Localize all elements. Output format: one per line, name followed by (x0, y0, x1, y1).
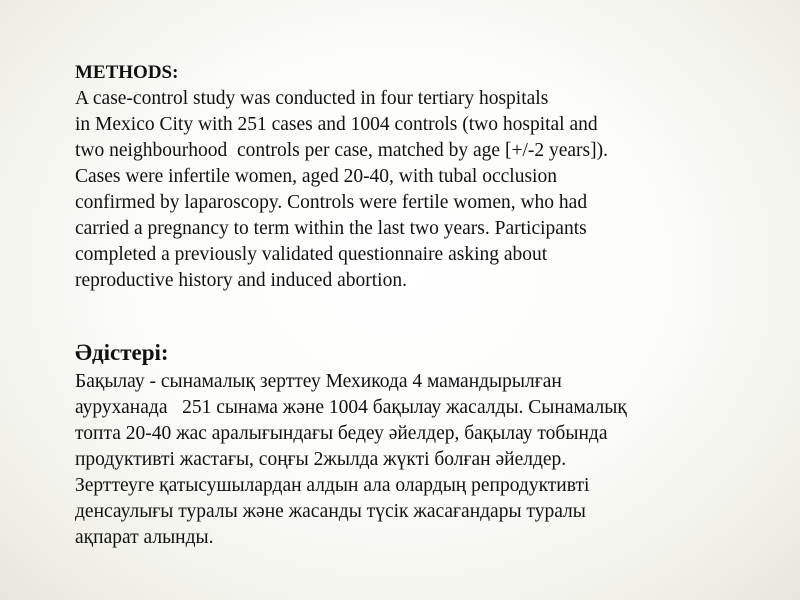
paragraph-line: Зерттеуге қатысушылардан алдын ала олардың репродуктивті (75, 475, 590, 496)
methods-section-english (75, 60, 715, 294)
paragraph-line: confirmed by laparoscopy. Controls were fertile women, who had (75, 192, 588, 213)
paragraph-line: A case-control study was conducted in four tertiary hospitals (75, 88, 549, 109)
methods-section-kazakh (75, 337, 715, 551)
paragraph-line: ақпарат алынды. (75, 527, 214, 548)
methods-heading-kazakh: Әдістері: (75, 340, 169, 365)
paragraph-line: carried a pregnancy to term within the last two years. Participants (75, 218, 587, 239)
methods-paragraph-english (75, 86, 715, 294)
paragraph-line: продуктивті жастағы, соңғы 2жылда жүкті болған әйелдер. (75, 449, 567, 470)
paragraph-line: денсаулығы туралы және жасанды түсік жасағандары туралы (75, 501, 586, 522)
methods-heading-english: METHODS: (75, 62, 179, 83)
paragraph-line: ауруханада 251 сынама және 1004 бақылау жасалды. Сынамалық (75, 397, 627, 418)
paragraph-line: completed a previously validated questionnaire asking about (75, 244, 548, 265)
paragraph-line: reproductive history and induced abortion. (75, 270, 407, 291)
paragraph-line: Cases were infertile women, aged 20-40, with tubal occlusion (75, 166, 557, 187)
paragraph-line: in Mexico City with 251 cases and 1004 controls (two hospital and (75, 114, 598, 135)
paragraph-line: Бақылау - сынамалық зерттеу Мехикода 4 мамандырылған (75, 371, 562, 392)
paragraph-line: топта 20-40 жас аралығындағы бедеу әйелдер, бақылау тобында (75, 423, 608, 444)
methods-paragraph-kazakh (75, 369, 715, 551)
paragraph-line: two neighbourhood controls per case, matched by age [+/-2 years]). (75, 140, 608, 161)
